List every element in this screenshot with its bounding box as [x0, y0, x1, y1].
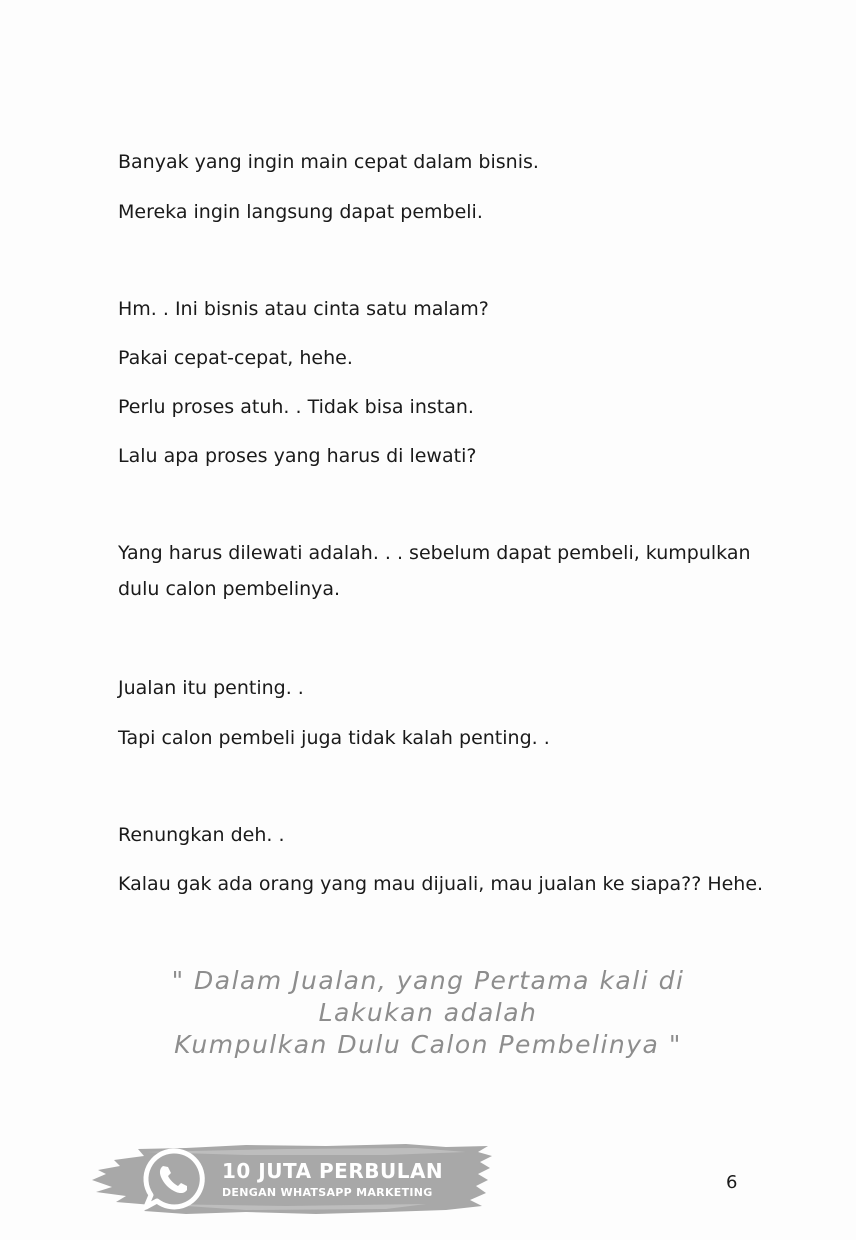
body-line: Jualan itu penting. . [118, 677, 304, 699]
body-line: Lalu apa proses yang harus di lewati? [118, 445, 477, 467]
page-number: 6 [726, 1172, 738, 1193]
body-line: Pakai cepat-cepat, hehe. [118, 347, 353, 369]
body-line: Mereka ingin langsung dapat pembeli. [118, 201, 483, 223]
body-line: Yang harus dilewati adalah. . . sebelum dapat pembeli, kumpulkan [118, 542, 751, 564]
pull-quote-line: Lakukan adalah [318, 998, 538, 1027]
body-line: Renungkan deh. . [118, 824, 285, 846]
pull-quote-line: Kumpulkan Dulu Calon Pembelinya " [174, 1030, 682, 1059]
body-line: Perlu proses atuh. . Tidak bisa instan. [118, 396, 474, 418]
brand-logo [86, 1140, 496, 1218]
body-line: dulu calon pembelinya. [118, 578, 341, 600]
whatsapp-icon [140, 1146, 206, 1212]
brand-title: 10 JUTA PERBULAN [222, 1159, 444, 1183]
brand-subtitle: DENGAN WHATSAPP MARKETING [222, 1186, 433, 1199]
body-line: Tapi calon pembeli juga tidak kalah penting. . [118, 727, 550, 749]
pull-quote-line: " Dalam Jualan, yang Pertama kali di [171, 966, 685, 995]
body-line: Hm. . Ini bisnis atau cinta satu malam? [118, 298, 489, 320]
body-line: Kalau gak ada orang yang mau dijuali, mau jualan ke siapa?? Hehe. [118, 873, 764, 895]
body-line: Banyak yang ingin main cepat dalam bisnis. [118, 151, 539, 173]
